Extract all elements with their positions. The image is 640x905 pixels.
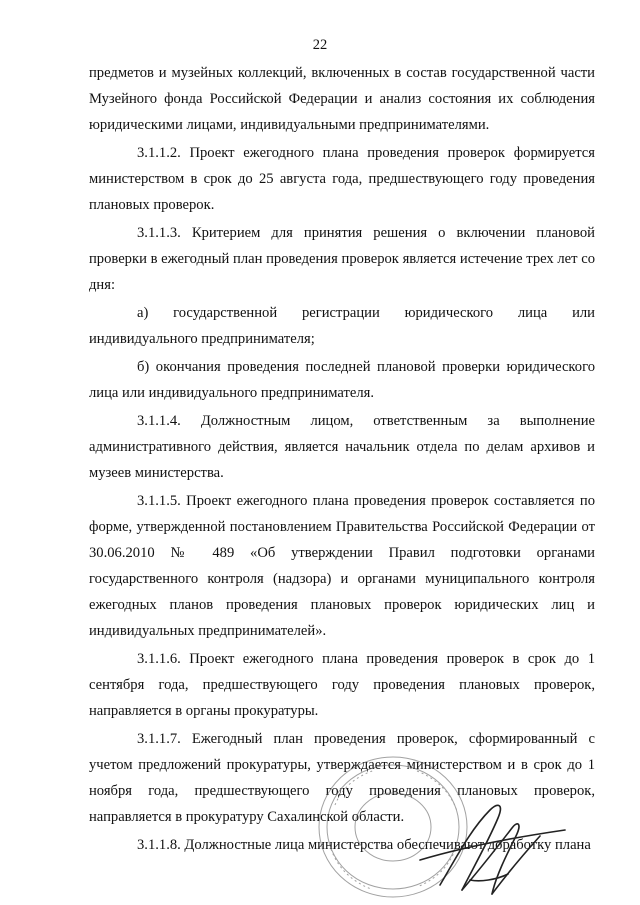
list-item-a: а) государственной регистрации юридического лица или индивидуального предпринимателя;: [89, 305, 595, 347]
paragraph-3-1-1-2: 3.1.1.2. Проект ежегодного плана проведения проверок формируется министерством в срок до 25 августа года, предшествующего году проведения плановых проверок.: [89, 145, 595, 213]
paragraph-3-1-1-8: 3.1.1.8. Должностные лица министерства обеспечивают доработку плана: [137, 837, 591, 853]
paragraph-continuation: предметов и музейных коллекций, включенных в состав государственной части Музейного фонда Российской Федерации и анализ состояния их соблюдения юридическими лицами, индивидуальными предпринимателями.: [89, 65, 595, 133]
paragraph-3-1-1-4: 3.1.1.4. Должностным лицом, ответственным за выполнение административного действия, является начальник отдела по делам архивов и музеев министерства.: [89, 413, 595, 481]
handwritten-signature-icon: [400, 790, 580, 905]
paragraph-3-1-1-7: 3.1.1.7. Ежегодный план проведения проверок, сформированный с учетом предложений прокуратуры, утверждается министерством и в срок до 1 ноября года, предшествующего году проведения плановых проверок, направляется в прокуратуру Сахалинской области.: [89, 731, 595, 825]
paragraph-3-1-1-6: 3.1.1.6. Проект ежегодного плана проведения проверок в срок до 1 сентября года, предшествующего году проведения плановых проверок, направляется в органы прокуратуры.: [89, 651, 595, 719]
document-body: [89, 60, 595, 858]
paragraph-3-1-1-5: 3.1.1.5. Проект ежегодного плана проведения проверок составляется по форме, утвержденной постановлением Правительства Российской Федерации от 30.06.2010 № 489 «Об утверждении Правил подготовки органами государственного контроля (надзора) и органами муниципального контроля ежегодных планов проведения плановых проверок юридических лиц и индивидуальных предпринимателей».: [89, 493, 595, 639]
list-item-b: б) окончания проведения последней плановой проверки юридического лица или индивидуального предпринимателя.: [89, 359, 595, 401]
paragraph-3-1-1-3: 3.1.1.3. Критерием для принятия решения о включении плановой проверки в ежегодный план проведения проверок является истечение трех лет со дня:: [89, 225, 595, 293]
page-number: 22: [312, 37, 328, 53]
